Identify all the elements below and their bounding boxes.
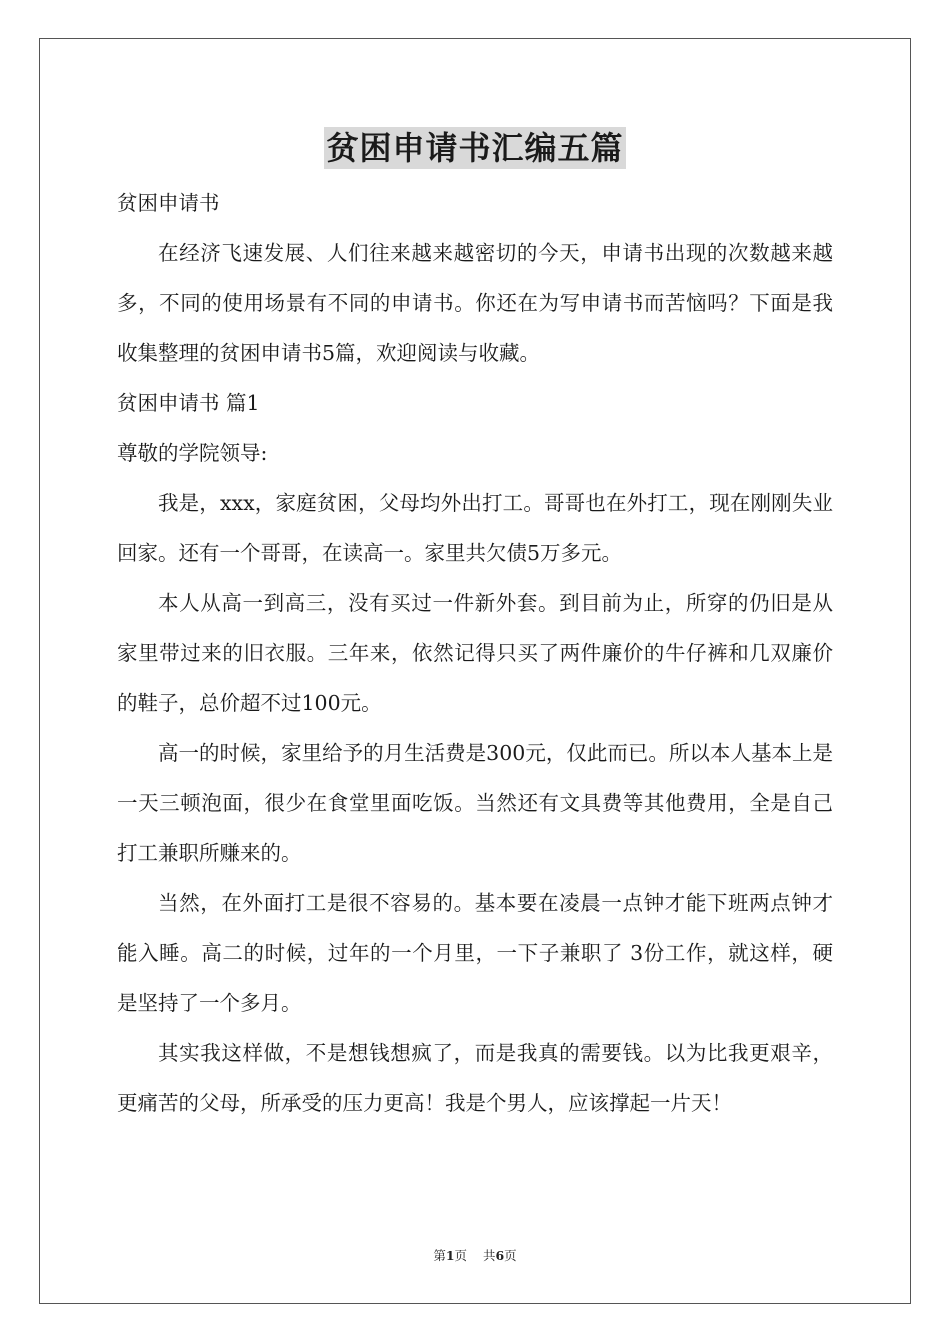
title-container [0,127,950,169]
page-footer [0,1246,950,1266]
page-prefix: 第 [433,1248,446,1263]
page-suffix: 页 [454,1248,468,1263]
total-suffix: 页 [504,1248,517,1263]
total-prefix: 共 [482,1248,496,1263]
salutation: 尊敬的学院领导: [117,441,268,465]
paragraph: 本人从高一到高三，没有买过一件新外套。到目前为止，所穿的仍旧是从家里带过来的旧衣服。三年来，依然记得只买了两件廉价的牛仔裤和几双廉价的鞋子，总价超不过100元。 [117,591,833,715]
paragraph: 当然，在外面打工是很不容易的。基本要在凌晨一点钟才能下班两点钟才能入睡。高二的时候，过年的一个月里，一下子兼职了 3份工作，就这样，硬是坚持了一个多月。 [117,891,833,1015]
paragraph: 在经济飞速发展、人们往来越来越密切的今天，申请书出现的次数越来越多，不同的使用场景有不同的申请书。你还在为写申请书而苦恼吗？下面是我收集整理的贫困申请书5篇，欢迎阅读与收藏。 [117,241,833,365]
paragraph: 高一的时候，家里给予的月生活费是300元，仅此而已。所以本人基本上是一天三顿泡面，很少在食堂里面吃饭。当然还有文具费等其他费用，全是自己打工兼职所赚来的。 [117,741,833,865]
document-title: 贫困申请书汇编五篇 [326,129,624,167]
section-heading: 贫困申请书 篇1 [117,391,260,415]
paragraph: 我是，xxx，家庭贫困，父母均外出打工。哥哥也在外打工，现在刚刚失业回家。还有一个哥哥，在读高一。家里共欠债5万多元。 [117,491,833,565]
paragraph: 其实我这样做，不是想钱想疯了，而是我真的需要钱。以为比我更艰辛，更痛苦的父母，所承受的压力更高！我是个男人，应该撑起一片天！ [117,1041,833,1115]
page-number: 1 [445,1248,455,1263]
document-body [117,178,833,1128]
paragraph: 贫困申请书 [117,191,220,215]
total-pages: 6 [495,1248,505,1263]
